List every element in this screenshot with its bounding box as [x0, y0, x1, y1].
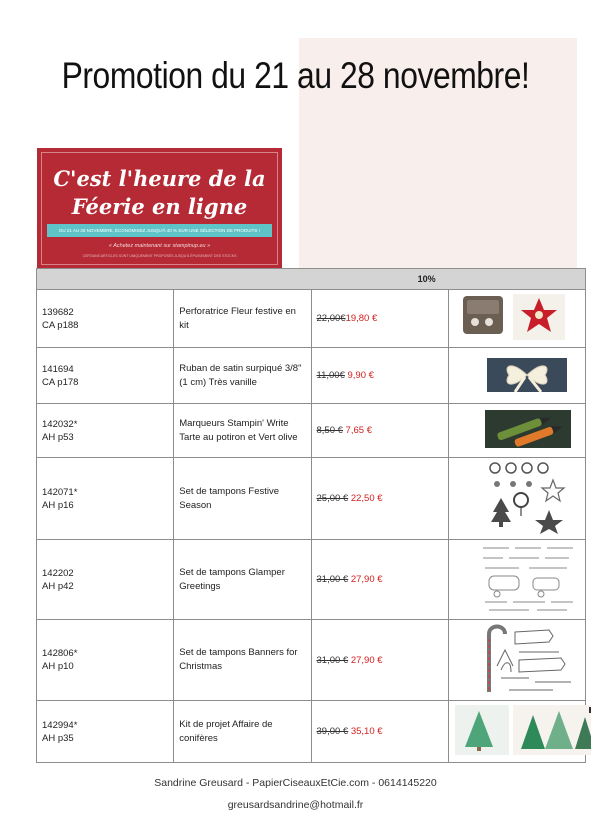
banner-ribbon-text: DU 21 AU 28 NOVEMBRE, ÉCONOMISEZ JUSQU'À 40 % SUR UNE SÉLECTION DE PRODUITS !	[59, 228, 260, 233]
price-cell	[311, 458, 448, 540]
product-name: Perforatrice Fleur festive en kit	[174, 290, 311, 348]
markers-image	[449, 404, 591, 454]
price-cell	[311, 348, 448, 404]
ref-cell	[37, 701, 174, 763]
table-row	[37, 458, 586, 540]
new-price: 9,90 €	[344, 370, 374, 381]
old-price: 31,00 €	[316, 574, 349, 585]
table-row	[37, 404, 586, 458]
ref-cell	[37, 348, 174, 404]
old-price: 11,00€	[316, 370, 345, 381]
product-name: Set de tampons Glamper Greetings	[174, 540, 311, 620]
product-image-cell	[448, 540, 585, 620]
ref-number: 142202	[42, 567, 74, 579]
old-price: 8,50 €	[316, 425, 343, 436]
catalog-page: CA p188	[42, 319, 79, 331]
table-row	[37, 540, 586, 620]
stamp-set-glamper-image	[449, 540, 591, 616]
banner-heading-line2: Féerie en ligne	[71, 194, 248, 219]
catalog-page: AH p16	[42, 499, 74, 511]
discount-header-text: 10%	[417, 274, 436, 284]
product-name: Set de tampons Banners for Christmas	[174, 620, 311, 701]
footer-contact: Sandrine Greusard - PapierCiseauxEtCie.com - 0614145220	[154, 777, 437, 789]
product-image-cell	[448, 701, 585, 763]
ribbon-bow-image	[449, 348, 591, 400]
table-row	[37, 348, 586, 404]
table-row	[37, 701, 586, 763]
ref-cell	[37, 290, 174, 348]
discount-header	[417, 269, 585, 290]
catalog-page: AH p10	[42, 661, 74, 672]
promo-banner	[37, 148, 282, 269]
ref-cell	[37, 620, 174, 701]
price-cell	[311, 290, 448, 348]
punch-and-flower-image	[449, 290, 591, 344]
price-cell	[311, 701, 448, 763]
new-price: 35,10 €	[348, 726, 383, 737]
product-image-cell	[448, 290, 585, 348]
product-name: Marqueurs Stampin' Write Tarte au potiron et Vert olive	[174, 404, 311, 458]
ref-cell	[37, 458, 174, 540]
footer-email: greusardsandrine@hotmail.fr	[227, 799, 364, 811]
price-cell	[311, 404, 448, 458]
table-row	[37, 290, 586, 348]
catalog-page: AH p53	[42, 431, 74, 443]
ref-number: 139682	[42, 306, 74, 318]
table-row	[37, 620, 586, 701]
ref-number: 142071*	[42, 486, 78, 498]
ref-number: 142806*	[42, 648, 78, 659]
product-image-cell	[448, 348, 585, 404]
page-title: Promotion du 21 au 28 novembre!	[61, 55, 530, 96]
product-image-cell	[448, 404, 585, 458]
table-header-row	[37, 269, 586, 290]
product-name: Ruban de satin surpiqué 3/8" (1 cm) Très vanille	[174, 348, 311, 404]
product-image-cell	[448, 458, 585, 540]
ref-cell	[37, 404, 174, 458]
product-name: Kit de projet Affaire de conifères	[174, 701, 311, 763]
old-price: 25,00 €	[316, 493, 349, 504]
banner-cta: « Achetez maintenant sur stampinup.eu »	[108, 243, 211, 249]
new-price: 27,90 €	[348, 654, 383, 666]
header-blank-cell	[37, 269, 449, 290]
conifer-kit-image	[449, 701, 591, 759]
ref-number: 142994*	[42, 719, 78, 731]
stamp-set-banners-image	[449, 620, 591, 697]
price-cell	[311, 540, 448, 620]
ref-cell	[37, 540, 174, 620]
catalog-page: AH p42	[42, 580, 74, 592]
old-price: 22,00€	[316, 313, 346, 324]
old-price: 39,00 €	[316, 726, 349, 737]
stamp-set-festive-image	[449, 458, 591, 536]
old-price: 31,00 €	[316, 654, 349, 666]
catalog-page: CA p178	[42, 376, 79, 388]
catalog-page: AH p35	[42, 732, 74, 744]
product-name: Set de tampons Festive Season	[174, 458, 311, 540]
promo-table	[36, 268, 586, 763]
banner-disclaimer: CERTAINS ARTICLES SONT UNIQUEMENT PROPOSÉS JUSQU'À ÉPUISEMENT DES STOCKS	[82, 254, 237, 258]
new-price: 19,80 €	[345, 313, 378, 324]
new-price: 7,65 €	[342, 425, 372, 436]
ref-number: 142032*	[42, 418, 78, 430]
ref-number: 141694	[42, 363, 74, 375]
price-cell	[311, 620, 448, 701]
new-price: 22,50 €	[348, 493, 383, 504]
product-image-cell	[448, 620, 585, 701]
banner-heading-line1: C'est l'heure de la	[53, 166, 266, 191]
banner-ribbon	[47, 224, 272, 237]
new-price: 27,90 €	[348, 574, 383, 585]
